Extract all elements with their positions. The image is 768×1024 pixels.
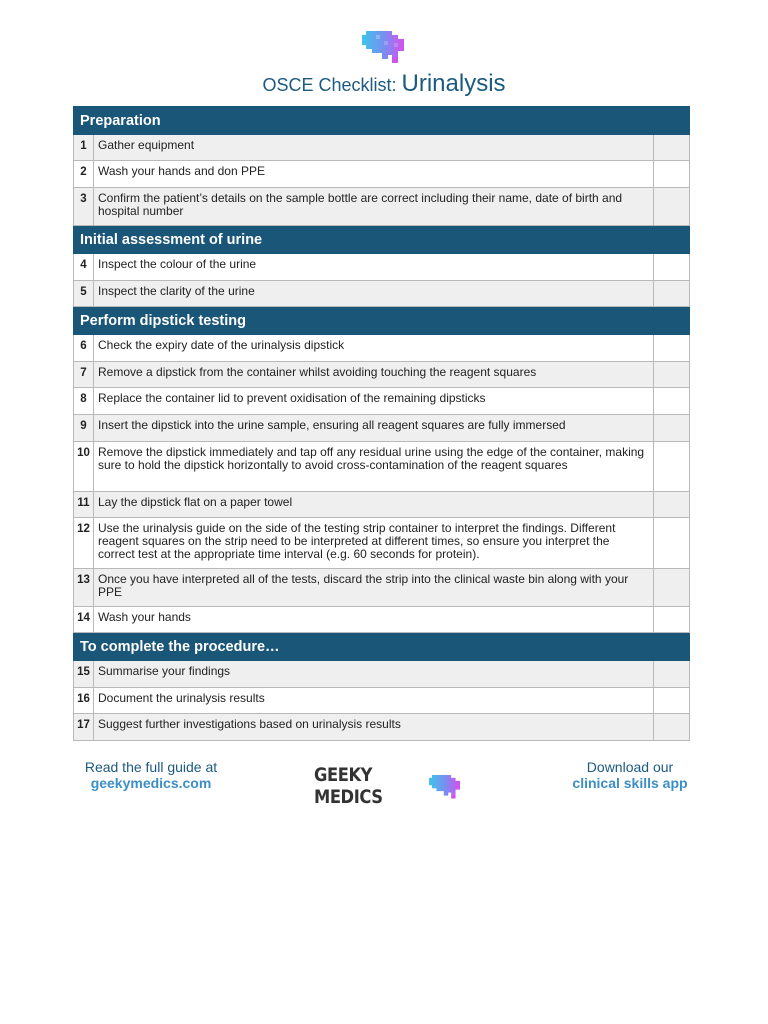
section-header <box>74 633 690 661</box>
checklist-item <box>74 388 690 415</box>
item-checkbox[interactable] <box>653 714 689 741</box>
item-number: 15 <box>74 661 94 688</box>
item-number: 10 <box>74 442 94 492</box>
footer-guide-url[interactable]: geekymedics.com <box>90 775 212 791</box>
item-checkbox[interactable] <box>653 442 689 492</box>
item-number: 11 <box>74 492 94 518</box>
item-number: 12 <box>74 518 94 569</box>
checklist-item <box>74 161 690 188</box>
item-checkbox[interactable] <box>653 569 689 607</box>
item-checkbox[interactable] <box>653 161 689 188</box>
item-text: Inspect the clarity of the urine <box>94 281 654 307</box>
item-number: 7 <box>74 362 94 388</box>
checklist-item <box>74 335 690 362</box>
item-checkbox[interactable] <box>653 254 689 281</box>
item-text: Wash your hands <box>94 607 654 633</box>
item-checkbox[interactable] <box>653 607 689 633</box>
checklist-item <box>74 661 690 688</box>
item-checkbox[interactable] <box>653 518 689 569</box>
item-number: 6 <box>74 335 94 362</box>
item-checkbox[interactable] <box>653 362 689 388</box>
section-title: To complete the procedure… <box>74 633 690 661</box>
item-text: Lay the dipstick flat on a paper towel <box>94 492 654 518</box>
item-checkbox[interactable] <box>653 388 689 415</box>
item-checkbox[interactable] <box>653 188 689 226</box>
checklist-item <box>74 415 690 442</box>
brain-logo-small-icon <box>429 772 463 800</box>
checklist-item <box>74 492 690 518</box>
brain-logo-icon <box>362 27 408 65</box>
item-number: 8 <box>74 388 94 415</box>
footer-app-text: Download our <box>586 759 674 775</box>
item-checkbox[interactable] <box>653 492 689 518</box>
item-number: 13 <box>74 569 94 607</box>
item-text: Once you have interpreted all of the tests, discard the strip into the clinical waste bin along with your PPE <box>94 569 654 607</box>
item-text: Remove the dipstick immediately and tap off any residual urine using the edge of the container, making sure to hold the dipstick horizontally to avoid cross-contamination of the reagent squares <box>94 442 654 492</box>
checklist-item <box>74 442 690 492</box>
item-text: Use the urinalysis guide on the side of the testing strip container to interpret the findings. Different reagent squares on the strip need to be interpreted at different times, so ensure you interpret the correct test at the appropriate time interval (e.g. 60 seconds for protein). <box>94 518 654 569</box>
section-header <box>74 107 690 135</box>
item-number: 9 <box>74 415 94 442</box>
checklist-item <box>74 607 690 633</box>
footer-app-link[interactable] <box>560 759 700 791</box>
item-checkbox[interactable] <box>653 135 689 161</box>
brand-logo <box>314 764 463 808</box>
checklist-item <box>74 714 690 741</box>
checklist-item <box>74 135 690 161</box>
brand-name: GEEKY MEDICS <box>314 764 383 808</box>
checklist-item <box>74 569 690 607</box>
checklist-item <box>74 188 690 226</box>
checklist-table <box>73 106 690 741</box>
item-checkbox[interactable] <box>653 415 689 442</box>
item-text: Gather equipment <box>94 135 654 161</box>
title-prefix: OSCE Checklist: <box>262 75 402 95</box>
item-number: 17 <box>74 714 94 741</box>
checklist-item <box>74 362 690 388</box>
footer-guide-text: Read the full guide at <box>84 759 218 775</box>
item-checkbox[interactable] <box>653 335 689 362</box>
item-number: 14 <box>74 607 94 633</box>
item-number: 4 <box>74 254 94 281</box>
item-text: Remove a dipstick from the container whilst avoiding touching the reagent squares <box>94 362 654 388</box>
section-title: Preparation <box>74 107 690 135</box>
item-text: Wash your hands and don PPE <box>94 161 654 188</box>
title-main: Urinalysis <box>401 70 506 97</box>
item-number: 2 <box>74 161 94 188</box>
footer-guide-link[interactable] <box>70 759 232 791</box>
item-text: Insert the dipstick into the urine sample, ensuring all reagent squares are fully immersed <box>94 415 654 442</box>
section-header <box>74 226 690 254</box>
item-text: Document the urinalysis results <box>94 688 654 714</box>
item-checkbox[interactable] <box>653 281 689 307</box>
item-number: 1 <box>74 135 94 161</box>
item-text: Suggest further investigations based on urinalysis results <box>94 714 654 741</box>
item-text: Confirm the patient’s details on the sample bottle are correct including their name, date of birth and hospital number <box>94 188 654 226</box>
item-checkbox[interactable] <box>653 688 689 714</box>
item-checkbox[interactable] <box>653 661 689 688</box>
item-text: Inspect the colour of the urine <box>94 254 654 281</box>
checklist-item <box>74 281 690 307</box>
item-text: Check the expiry date of the urinalysis dipstick <box>94 335 654 362</box>
item-number: 3 <box>74 188 94 226</box>
item-number: 5 <box>74 281 94 307</box>
footer-app-url[interactable]: clinical skills app <box>572 775 688 791</box>
item-text: Replace the container lid to prevent oxidisation of the remaining dipsticks <box>94 388 654 415</box>
checklist-item <box>74 688 690 714</box>
section-title: Initial assessment of urine <box>74 226 690 254</box>
section-header <box>74 307 690 335</box>
section-title: Perform dipstick testing <box>74 307 690 335</box>
item-number: 16 <box>74 688 94 714</box>
checklist-item <box>74 254 690 281</box>
page-title <box>0 70 768 98</box>
item-text: Summarise your findings <box>94 661 654 688</box>
checklist-item <box>74 518 690 569</box>
